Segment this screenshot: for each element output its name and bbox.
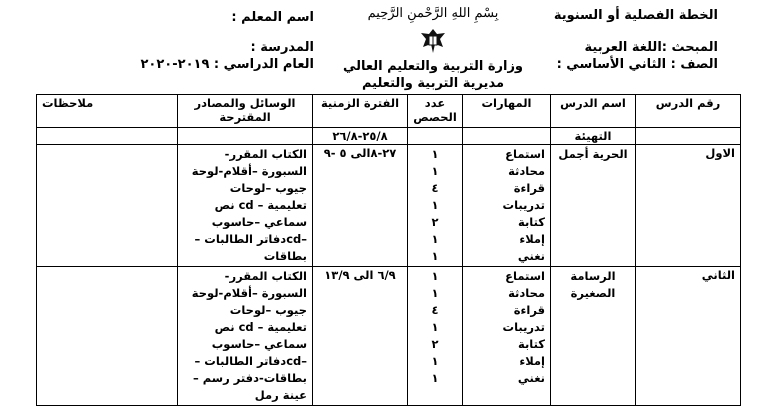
session-count: ٢ — [431, 215, 439, 229]
resource-item: بطاقات — [263, 249, 307, 263]
skill-item: محادثة — [508, 286, 545, 300]
session-count: ١ — [431, 249, 439, 263]
session-count: ١ — [431, 286, 439, 300]
skill-item: استماع — [505, 269, 545, 283]
session-count: ٤ — [431, 303, 439, 317]
skill-item: قراءة — [513, 181, 545, 195]
skill-item: كتابة — [518, 337, 545, 351]
session-count: ٢ — [431, 337, 439, 351]
skill-item: استماع — [505, 147, 545, 161]
resource-item: الكتاب المقرر- — [224, 269, 307, 283]
resource-item: –cdدفاتر الطالبات – — [194, 354, 307, 368]
session-count: ٤ — [431, 181, 439, 195]
basmala: بِسْمِ اللهِ الرَّحْمنِ الرَّحِيم — [367, 6, 499, 21]
lesson-period: ٦/٩ الى ١٣/٩ — [313, 267, 408, 406]
session-count: ١ — [431, 371, 439, 385]
intro-label: التهيئة — [551, 128, 636, 145]
school-label: المدرسة : — [250, 40, 314, 55]
plan-table — [36, 94, 741, 406]
col-lesson-no: رقم الدرس — [636, 95, 741, 128]
table-row — [37, 267, 741, 406]
lesson-no: الاول — [636, 145, 741, 267]
resource-item: السبورة –أقلام-لوحة — [191, 164, 307, 178]
directorate-name: مديرية التربية والتعليم — [361, 76, 505, 91]
resource-item: بطاقات-دفتر رسم – — [192, 371, 307, 385]
session-count: ١ — [431, 164, 439, 178]
resource-item: عينة رمل — [254, 388, 307, 402]
session-count: ١ — [431, 354, 439, 368]
skills-list — [463, 267, 551, 406]
col-resources: الوسائل والمصادر المقترحة — [178, 95, 313, 128]
skill-item: إملاء — [519, 232, 545, 246]
resource-item: السبورة –أقلام-لوحة — [191, 286, 307, 300]
skill-item: كتابة — [518, 215, 545, 229]
sessions-list — [408, 267, 463, 406]
col-period: الفترة الزمنية — [313, 95, 408, 128]
lesson-name: الرسامة الصغيرة — [551, 267, 636, 406]
resource-item: تعليمية – cd نص — [214, 198, 307, 212]
resource-item: سماعي –حاسوب — [211, 215, 307, 229]
resource-item: سماعي –حاسوب — [211, 337, 307, 351]
subject-label: المبحث :اللغة العربية — [584, 40, 718, 55]
col-skills: المهارات — [463, 95, 551, 128]
lesson-no: الثاني — [636, 267, 741, 406]
resources-list — [178, 267, 313, 406]
table-row — [37, 145, 741, 267]
resource-item: الكتاب المقرر- — [224, 147, 307, 161]
session-count: ١ — [431, 198, 439, 212]
skill-item: تدريبات — [502, 198, 545, 212]
skills-list — [463, 145, 551, 267]
intro-period: ٢٥/٨-٢٦/٨ — [313, 128, 408, 145]
col-notes: ملاحظات — [37, 95, 178, 128]
school-year-label: العام الدراسي : ٢٠١٩-٢٠٢٠ — [140, 57, 314, 72]
skill-item: تدريبات — [502, 320, 545, 334]
resource-item: جيوب –لوحات — [229, 181, 307, 195]
grade-label: الصف : الثاني الأساسي : — [556, 57, 718, 72]
palestine-emblem-icon — [418, 26, 448, 56]
sessions-list — [408, 145, 463, 267]
ministry-name: وزارة التربية والتعليم العالي — [342, 59, 524, 74]
skill-item: إملاء — [519, 354, 545, 368]
session-count: ١ — [431, 232, 439, 246]
resources-list — [178, 145, 313, 267]
skill-item: نغني — [517, 249, 545, 263]
resource-item: تعليمية – cd نص — [214, 320, 307, 334]
table-header-row — [37, 95, 741, 128]
session-count: ١ — [431, 147, 439, 161]
col-lesson-name: اسم الدرس — [551, 95, 636, 128]
resource-item: جيوب –لوحات — [229, 303, 307, 317]
skill-item: نغني — [517, 371, 545, 385]
session-count: ١ — [431, 269, 439, 283]
teacher-name-label: اسم المعلم : — [231, 10, 314, 25]
lesson-name: الحرية أجمل — [551, 145, 636, 267]
lesson-period: ٢٧-٨الى ٥ -٩ — [313, 145, 408, 267]
plan-title: الخطة الفصلية أو السنوية — [553, 8, 718, 23]
lesson-notes — [37, 145, 178, 267]
session-count: ١ — [431, 320, 439, 334]
resource-item: –cdدفاتر الطالبات – — [194, 232, 307, 246]
skill-item: قراءة — [513, 303, 545, 317]
skill-item: محادثة — [508, 164, 545, 178]
col-sessions: عدد الحصص — [408, 95, 463, 128]
intro-row — [37, 128, 741, 145]
lesson-notes — [37, 267, 178, 406]
